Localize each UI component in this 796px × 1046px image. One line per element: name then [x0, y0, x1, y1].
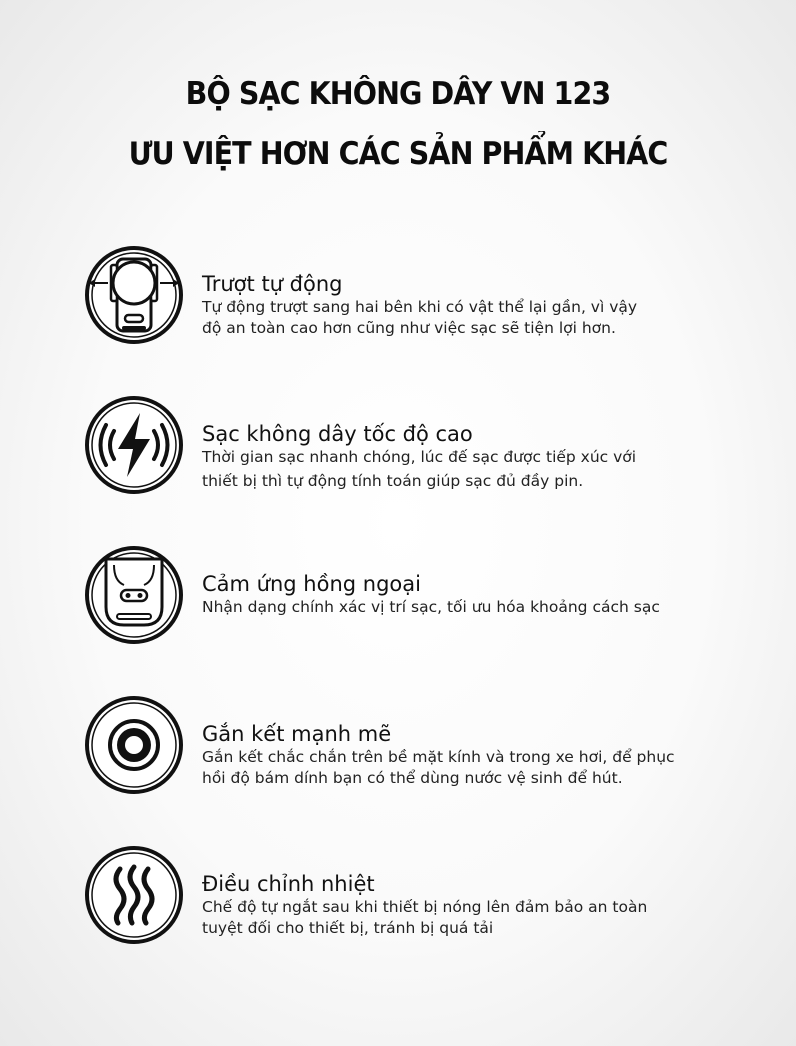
feature-description — [202, 447, 722, 492]
feature-description-line: độ an toàn cao hơn cũng như việc sạc sẽ tiện lợi hơn. — [202, 319, 616, 337]
feature-title: Sạc không dây tốc độ cao — [202, 422, 473, 446]
wireless-lightning-icon — [84, 395, 184, 495]
infrared-sensor-icon — [84, 545, 184, 645]
page-title-line-2: ƯU VIỆT HƠN CÁC SẢN PHẨM KHÁC — [128, 136, 668, 172]
feature-strong-mount — [84, 695, 744, 795]
feature-title: Điều chỉnh nhiệt — [202, 872, 375, 896]
page-title-line-1: BỘ SẠC KHÔNG DÂY VN 123 — [185, 76, 611, 112]
feature-description-line: Tự động trượt sang hai bên khi có vật thể lại gần, vì vậy — [202, 298, 638, 316]
feature-description-line: Nhận dạng chính xác vị trí sạc, tối ưu hóa khoảng cách sạc — [202, 598, 660, 616]
feature-description — [202, 297, 722, 339]
feature-description-line: Chế độ tự ngắt sau khi thiết bị nóng lên đảm bảo an toàn — [202, 898, 648, 916]
feature-fast-wireless-charging — [84, 395, 744, 495]
sliding-arms-icon — [84, 245, 184, 345]
feature-description-line: thiết bị thì tự động tính toán giúp sạc đủ đầy pin. — [202, 472, 584, 490]
feature-description-line: hồi độ bám dính bạn có thể dùng nước vệ sinh để hút. — [202, 769, 623, 787]
feature-description-line: Gắn kết chắc chắn trên bề mặt kính và trong xe hơi, để phục — [202, 748, 675, 766]
feature-description — [202, 597, 722, 618]
feature-title: Cảm ứng hồng ngoại — [202, 572, 421, 596]
feature-description — [202, 897, 722, 939]
feature-auto-slide — [84, 245, 744, 345]
feature-title: Gắn kết mạnh mẽ — [202, 722, 392, 746]
feature-title: Trượt tự động — [202, 272, 343, 296]
feature-description-line: Thời gian sạc nhanh chóng, lúc đế sạc được tiếp xúc với — [202, 448, 637, 466]
feature-description-line: tuyệt đối cho thiết bị, tránh bị quá tải — [202, 919, 494, 937]
feature-temperature-control — [84, 845, 744, 945]
feature-description — [202, 747, 722, 789]
feature-infrared-sensor — [84, 545, 744, 645]
suction-cup-icon — [84, 695, 184, 795]
heat-waves-icon — [84, 845, 184, 945]
